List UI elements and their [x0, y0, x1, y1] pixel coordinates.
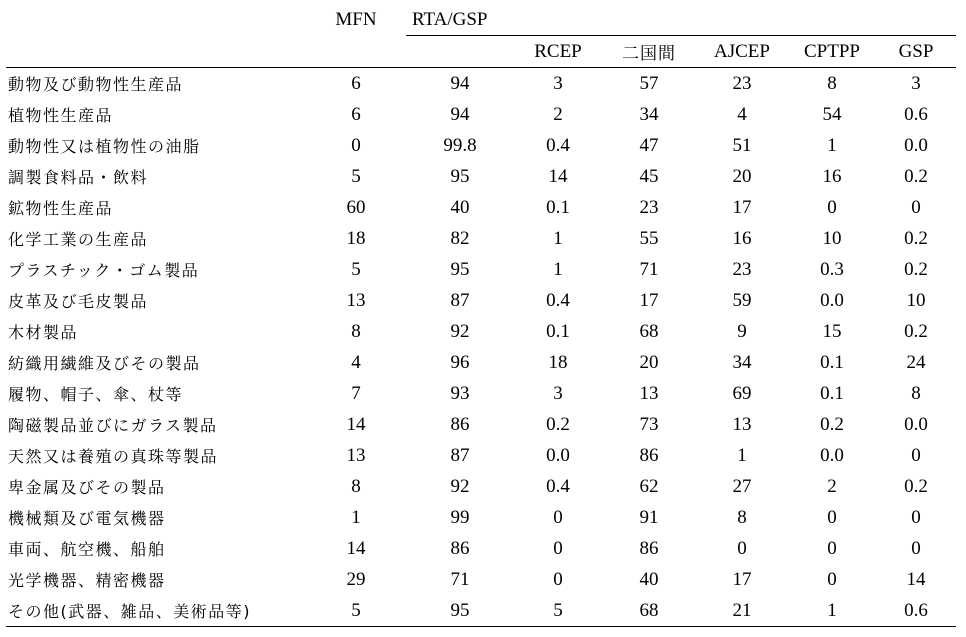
row-label: 化学工業の生産品 — [8, 230, 149, 249]
cell-gsp: 0.2 — [904, 165, 928, 187]
cell-mfn: 18 — [346, 227, 366, 249]
cell-bilateral: 86 — [639, 537, 659, 559]
cell-rcep: 0.4 — [546, 134, 570, 156]
cell-rta: 92 — [450, 475, 470, 497]
cell-ajcep: 23 — [732, 72, 752, 94]
row-label: 履物、帽子、傘、杖等 — [8, 385, 184, 404]
corner-cell — [6, 4, 306, 36]
cell-mfn: 1 — [351, 506, 361, 528]
cell-rcep: 5 — [514, 595, 602, 627]
cell-gsp: 24 — [906, 351, 926, 373]
cell-rcep: 14 — [548, 165, 568, 187]
cell-rta: 40 — [450, 196, 470, 218]
cell-bilateral: 71 — [639, 258, 659, 280]
cell-rta: 86 — [450, 413, 470, 435]
cell-bilateral: 17 — [639, 289, 659, 311]
cell-rcep: 0 — [553, 537, 563, 559]
cell-cptpp: 0 — [827, 506, 837, 528]
row-label: 天然又は養殖の真珠等製品 — [8, 447, 219, 466]
cell-gsp: 0.2 — [904, 227, 928, 249]
cell-ajcep: 23 — [732, 258, 752, 280]
cell-bilateral: 40 — [639, 568, 659, 590]
table-row — [6, 595, 956, 627]
header-rcep: RCEP — [514, 36, 602, 68]
cell-rta: 86 — [450, 537, 470, 559]
cell-gsp: 10 — [906, 289, 926, 311]
table-row — [6, 130, 956, 161]
cell-cptpp: 0.1 — [820, 351, 844, 373]
cell-rcep: 1 — [553, 258, 563, 280]
cell-rcep: 3 — [553, 382, 563, 404]
cell-bilateral: 68 — [602, 595, 696, 627]
cell-ajcep: 16 — [732, 227, 752, 249]
cell-mfn: 8 — [351, 320, 361, 342]
cell-mfn: 29 — [346, 568, 366, 590]
cell-ajcep: 13 — [732, 413, 752, 435]
table-row — [6, 347, 956, 378]
cell-rcep: 0.0 — [546, 444, 570, 466]
table-row — [6, 440, 956, 471]
cell-rcep: 0.4 — [546, 289, 570, 311]
header-mfn-sub — [306, 36, 406, 68]
table-row — [6, 502, 956, 533]
cell-mfn: 5 — [351, 258, 361, 280]
cell-gsp: 3 — [911, 72, 921, 94]
cell-rta: 87 — [450, 289, 470, 311]
cell-gsp: 0.0 — [904, 413, 928, 435]
cell-gsp: 0 — [911, 444, 921, 466]
header-cptpp: CPTPP — [788, 36, 876, 68]
table-row — [6, 564, 956, 595]
cell-cptpp: 8 — [827, 72, 837, 94]
table-row — [6, 192, 956, 223]
cell-ajcep: 0 — [737, 537, 747, 559]
cell-rcep: 0.2 — [546, 413, 570, 435]
cell-ajcep: 69 — [732, 382, 752, 404]
cell-cptpp: 0 — [827, 537, 837, 559]
cell-bilateral: 68 — [639, 320, 659, 342]
cell-cptpp: 0.1 — [820, 382, 844, 404]
cell-ajcep: 20 — [732, 165, 752, 187]
row-label: 木材製品 — [8, 323, 79, 342]
cell-mfn: 60 — [346, 196, 366, 218]
row-label: 動物性又は植物性の油脂 — [8, 137, 201, 156]
cell-gsp: 0.2 — [904, 320, 928, 342]
cell-rcep: 0.1 — [546, 196, 570, 218]
cell-ajcep: 34 — [732, 351, 752, 373]
cell-cptpp: 1 — [827, 134, 837, 156]
cell-bilateral: 13 — [639, 382, 659, 404]
cell-cptpp: 15 — [822, 320, 842, 342]
cell-rta: 99 — [450, 506, 470, 528]
cell-ajcep: 4 — [737, 103, 747, 125]
row-label: 植物性生産品 — [8, 106, 114, 125]
cell-mfn: 14 — [346, 413, 366, 435]
cell-rta: 95 — [450, 258, 470, 280]
cell-bilateral: 55 — [639, 227, 659, 249]
cell-bilateral: 62 — [639, 475, 659, 497]
header-row-sub — [6, 36, 956, 68]
table-row — [6, 99, 956, 130]
row-label: 動物及び動物性生産品 — [8, 75, 184, 94]
cell-gsp: 0.2 — [904, 258, 928, 280]
cell-ajcep: 17 — [732, 568, 752, 590]
row-label: 機械類及び電気機器 — [8, 509, 166, 528]
cell-bilateral: 23 — [639, 196, 659, 218]
cell-cptpp: 0.3 — [820, 258, 844, 280]
cell-rcep: 1 — [553, 227, 563, 249]
cell-mfn: 13 — [346, 289, 366, 311]
cell-rta: 87 — [450, 444, 470, 466]
corner-cell-sub — [6, 36, 306, 68]
cell-rta: 82 — [450, 227, 470, 249]
row-label: 調製食料品・飲料 — [8, 168, 149, 187]
header-rta-sub — [406, 36, 514, 68]
cell-rta: 96 — [450, 351, 470, 373]
cell-gsp: 0.0 — [904, 134, 928, 156]
cell-bilateral: 73 — [639, 413, 659, 435]
cell-cptpp: 0.0 — [820, 289, 844, 311]
cell-rta: 94 — [450, 103, 470, 125]
cell-cptpp: 0 — [827, 196, 837, 218]
cell-rcep: 0.4 — [546, 475, 570, 497]
cell-rcep: 3 — [553, 72, 563, 94]
table-row — [6, 533, 956, 564]
cell-cptpp: 2 — [827, 475, 837, 497]
cell-mfn: 14 — [346, 537, 366, 559]
cell-cptpp: 1 — [788, 595, 876, 627]
cell-rcep: 18 — [548, 351, 568, 373]
cell-ajcep: 8 — [737, 506, 747, 528]
cell-bilateral: 57 — [639, 72, 659, 94]
table-row — [6, 316, 956, 347]
row-label: 車両、航空機、船舶 — [8, 540, 166, 559]
cell-ajcep: 51 — [732, 134, 752, 156]
table-row — [6, 409, 956, 440]
cell-rcep: 0 — [553, 506, 563, 528]
table-row — [6, 223, 956, 254]
cell-ajcep: 27 — [732, 475, 752, 497]
row-label: 鉱物性生産品 — [8, 199, 114, 218]
row-label: 紡織用繊維及びその製品 — [8, 354, 201, 373]
cell-ajcep: 9 — [737, 320, 747, 342]
table-row — [6, 68, 956, 100]
cell-gsp: 14 — [906, 568, 926, 590]
header-gsp: GSP — [876, 36, 956, 68]
cell-rcep: 2 — [553, 103, 563, 125]
row-label: 卑金属及びその製品 — [8, 478, 166, 497]
cell-bilateral: 47 — [639, 134, 659, 156]
cell-bilateral: 91 — [639, 506, 659, 528]
row-label: 光学機器、精密機器 — [8, 571, 166, 590]
cell-mfn: 8 — [351, 475, 361, 497]
cell-rta: 71 — [450, 568, 470, 590]
cell-gsp: 0 — [911, 506, 921, 528]
cell-rta: 95 — [406, 595, 514, 627]
cell-gsp: 0 — [911, 196, 921, 218]
cell-rta: 92 — [450, 320, 470, 342]
cell-rta: 93 — [450, 382, 470, 404]
table-row — [6, 254, 956, 285]
cell-cptpp: 0.0 — [820, 444, 844, 466]
cell-ajcep: 21 — [696, 595, 788, 627]
cell-ajcep: 59 — [732, 289, 752, 311]
table-row — [6, 378, 956, 409]
cell-mfn: 5 — [306, 595, 406, 627]
header-bilateral: 二国間 — [602, 36, 696, 68]
cell-mfn: 13 — [346, 444, 366, 466]
cell-cptpp: 16 — [822, 165, 842, 187]
row-label: 陶磁製品並びにガラス製品 — [8, 416, 218, 435]
header-mfn: MFN — [335, 8, 377, 30]
cell-cptpp: 0.2 — [820, 413, 844, 435]
cell-bilateral: 34 — [639, 103, 659, 125]
cell-cptpp: 0 — [827, 568, 837, 590]
tariff-share-table — [6, 4, 956, 627]
cell-mfn: 6 — [351, 103, 361, 125]
cell-ajcep: 1 — [737, 444, 747, 466]
cell-gsp: 0.6 — [876, 595, 956, 627]
table-row — [6, 285, 956, 316]
cell-bilateral: 45 — [639, 165, 659, 187]
cell-gsp: 0 — [911, 537, 921, 559]
table-body — [6, 68, 956, 627]
table-row — [6, 161, 956, 192]
cell-bilateral: 20 — [639, 351, 659, 373]
cell-mfn: 4 — [351, 351, 361, 373]
cell-mfn: 6 — [351, 72, 361, 94]
cell-rcep: 0 — [553, 568, 563, 590]
table-row — [6, 471, 956, 502]
cell-cptpp: 10 — [822, 227, 842, 249]
cell-rta: 94 — [450, 72, 470, 94]
row-label: 皮革及び毛皮製品 — [8, 292, 149, 311]
cell-gsp: 8 — [911, 382, 921, 404]
header-rta-gsp: RTA/GSP — [406, 4, 956, 36]
cell-rta: 99.8 — [443, 134, 477, 156]
cell-ajcep: 17 — [732, 196, 752, 218]
header-ajcep: AJCEP — [696, 36, 788, 68]
cell-rcep: 0.1 — [546, 320, 570, 342]
cell-cptpp: 54 — [822, 103, 842, 125]
cell-rta: 95 — [450, 165, 470, 187]
cell-mfn: 0 — [351, 134, 361, 156]
header-row-top — [6, 4, 956, 36]
cell-gsp: 0.6 — [904, 103, 928, 125]
row-label: その他(武器、雑品、美術品等) — [6, 595, 306, 627]
cell-bilateral: 86 — [639, 444, 659, 466]
row-label: プラスチック・ゴム製品 — [8, 261, 200, 280]
cell-mfn: 5 — [351, 165, 361, 187]
cell-mfn: 7 — [351, 382, 361, 404]
cell-gsp: 0.2 — [904, 475, 928, 497]
